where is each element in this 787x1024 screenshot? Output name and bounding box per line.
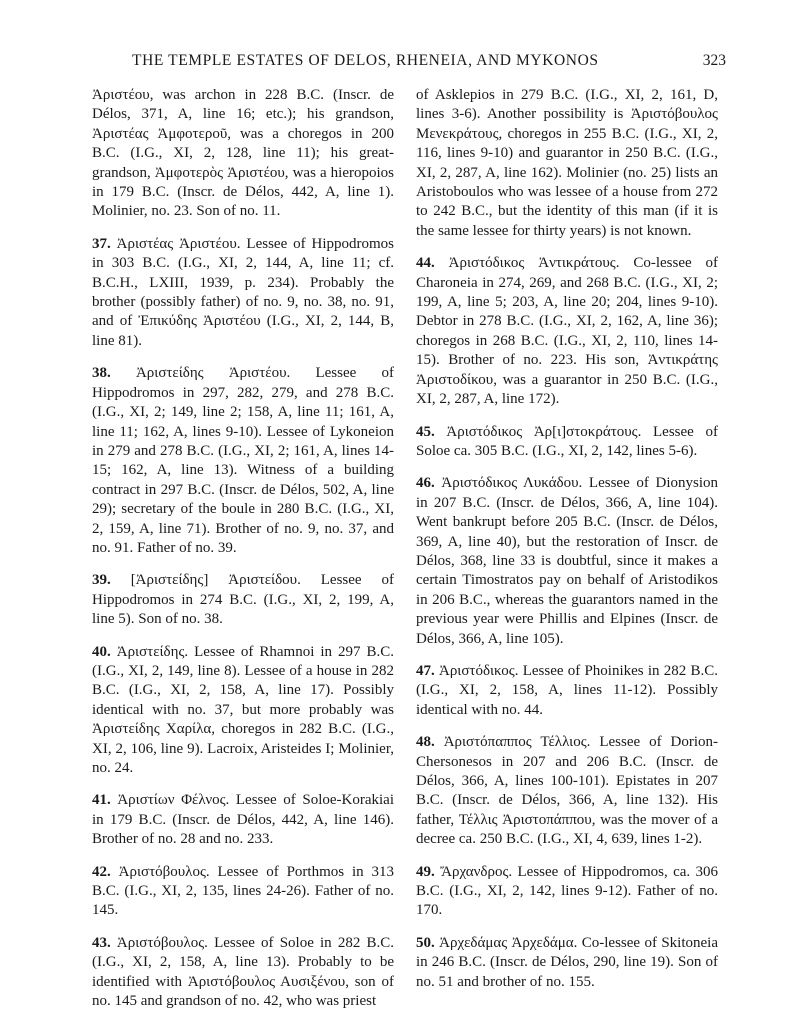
entry-42 [92,863,394,921]
entry-text: Ἀριστίων Φέλνος. Lessee of Soloe-Korakiai in 179 B.C. (Inscr. de Délos, 442, A, line 146). Brother of no. 28 and no. 233. [92,792,395,848]
entry-text: Ἀριστέας Ἀριστέου. Lessee of Hippodromos in 303 B.C. (I.G., XI, 2, 144, A, line 11; cf. B.C.H., LXIII, 1939, p. 234). Probably the brother (possibly father) of no. 9, no. 38, no. 91, and of Ἐπικύδης Ἀριστέου (I.G., XI, 2, 144, B, line 81). [92,235,394,349]
entry-continuation [92,86,394,222]
entry-text: Ἀριστόπαππος Τέλλιος. Lessee of Dorion-Chersonesos in 207 and 206 B.C. (Inscr. de Délos, 366, A, lines 100-101). Epistates in 207 B.C. (Inscr. de Délos, 366, A, line 132). His father, Τέλλις Ἀριστοπάππου, was the mover of a decree ca. 250 B.C. (I.G., XI, 4, 639, lines 1-2). [416,734,719,848]
entry-number: 37. [92,235,111,252]
entry-48 [416,733,718,849]
running-header [86,52,726,74]
left-column [92,86,394,1024]
entry-number: 49. [416,863,435,880]
entry-text: Ἄρχανδρος. Lessee of Hippodromos, ca. 306 B.C. (I.G., XI, 2, 142, lines 9-12). Father of no. 170. [416,863,718,919]
right-column [416,86,718,1005]
entry-text: Ἀριστέου, was archon in 228 B.C. (Inscr. de Délos, 371, A, line 16; etc.); his grandson, Ἀριστέας Ἀμφοτεροῦ, was a choregos in 200 B.C. (I.G., XI, 2, 128, line 11); his great-grandson, Ἀμφοτερὸς Ἀριστέου, was a hieropoios in 179 B.C. (Inscr. de Délos, 442, A, line 1). Molinier, no. 23. Son of no. 11. [92,87,394,220]
entry-text: Ἀρχεδάμας Ἀρχεδάμα. Co-lessee of Skitoneia in 246 B.C. (Inscr. de Délos, 290, line 19). Son of no. 51 and brother of no. 155. [416,934,718,990]
entry-number: 43. [92,934,111,951]
entry-number: 39. [92,572,111,589]
entry-number: 48. [416,734,435,751]
entry-number: 45. [416,423,435,440]
entry-46 [416,474,718,649]
entry-number: 42. [92,863,111,880]
entry-number: 44. [416,255,435,272]
entry-text: Ἀριστόδικος Λυκάδου. Lessee of Dionysion in 207 B.C. (Inscr. de Délos, 366, A, line 104). Went bankrupt before 205 B.C. (Inscr. de Délos, 369, A, line 40), but the restoration of Inscr. de Délos, 368, line 33 is doubtful, since it makes a certain Timostratos pay on behalf of Aristodikos in 206 B.C., whereas the guarantors named in the previous year were Phillis and Elpines (Inscr. de Délos, 366, A, line 105). [416,475,718,647]
entry-40 [92,643,394,779]
entry-39 [92,571,394,629]
entry-text: Ἀριστόβουλος. Lessee of Soloe in 282 B.C. (I.G., XI, 2, 158, A, line 13). Probably to be identified with Ἀριστόβουλος Αυσιξένου, son of no. 145 and grandson of no. 42, who was priest [92,934,395,1010]
entry-47 [416,662,718,720]
entry-41 [92,791,394,849]
entry-37 [92,235,394,351]
page-number: 323 [702,52,726,69]
entry-44 [416,254,718,409]
entry-number: 38. [92,365,111,382]
entry-number: 47. [416,662,435,679]
entry-number: 41. [92,792,111,809]
entry-50 [416,934,718,992]
entry-text: of Asklepios in 279 B.C. (I.G., XI, 2, 161, D, lines 3-6). Another possibility is Ἀριστόβουλος Μενεκράτους, choregos in 255 B.C. (I.G., XI, 2, 116, lines 9-10) and guarantor in 250 B.C. (I.G., XI, 2, 287, A, line 162). Molinier (no. 25) lists an Aristoboulos who was lessee of a house from 272 to 242 B.C., but the identity of this man (if it is the same lessee for thirty years) is not known. [416,87,718,239]
entry-text: Ἀριστόδικος Ἀρ[ι]στοκράτους. Lessee of Soloe ca. 305 B.C. (I.G., XI, 2, 142, lines 5-6). [416,423,718,459]
entry-text: Ἀριστόβουλος. Lessee of Porthmos in 313 B.C. (I.G., XI, 2, 135, lines 24-26). Father of no. 145. [92,863,395,919]
entry-text: [Ἀριστείδης] Ἀριστείδου. Lessee of Hippodromos in 274 B.C. (I.G., XI, 2, 199, A, line 5). Son of no. 38. [92,572,394,628]
entry-number: 40. [92,643,111,660]
entry-number: 50. [416,934,435,951]
entry-49 [416,863,718,921]
running-title: THE TEMPLE ESTATES OF DELOS, RHENEIA, AND MYKONOS [132,52,599,69]
entry-text: Ἀριστείδης. Lessee of Rhamnoi in 297 B.C. (I.G., XI, 2, 149, line 8). Lessee of a house in 282 B.C. (I.G., XI, 2, 158, A, line 17). Possibly identical with no. 37, but more probably was Ἀριστείδης Χαρίλα, choregos in 282 B.C. (I.G., XI, 2, 106, line 9). Lacroix, Aristeides I; Molinier, no. 24. [92,643,394,776]
entry-number: 46. [416,475,435,492]
entry-38 [92,364,394,558]
entry-45 [416,423,718,462]
entry-text: Ἀριστόδικος Ἀντικράτους. Co-lessee of Charoneia in 274, 269, and 268 B.C. (I.G., XI, 2; 199, A, line 5; 203, A, line 20; 204, lines 9-10). Debtor in 278 B.C. (I.G., XI, 2, 162, A, line 36); choregos in 268 B.C. (I.G., XI, 2, 110, lines 14-15). Brother of no. 223. His son, Ἀντικράτης Ἀριστοδίκου, was a guarantor in 250 B.C. (I.G., XI, 2, 287, A, line 172). [416,255,719,408]
entry-text: Ἀριστόδικος. Lessee of Phoinikes in 282 B.C. (I.G., XI, 2, 158, A, lines 11-12). Possibly identical with no. 44. [416,662,718,718]
entry-43 [92,934,394,1012]
entry-text: Ἀριστείδης Ἀριστέου. Lessee of Hippodromos in 297, 282, 279, and 278 B.C. (I.G., XI, 2; 149, line 2; 158, A, line 11; 161, A, line 11; 162, A, lines 9-10). Lessee of Lykoneion in 279 and 278 B.C. (I.G., XI, 2; 161, A, lines 14-15; 162, A, line 13). Witness of a building contract in 297 B.C. (Inscr. de Délos, 502, A, line 29); secretary of the boule in 280 B.C. (I.G., XI, 2, 159, A, line 71). Brother of no. 9, no. 37, and no. 91. Father of no. 39. [92,365,395,556]
entry-continuation [416,86,718,241]
